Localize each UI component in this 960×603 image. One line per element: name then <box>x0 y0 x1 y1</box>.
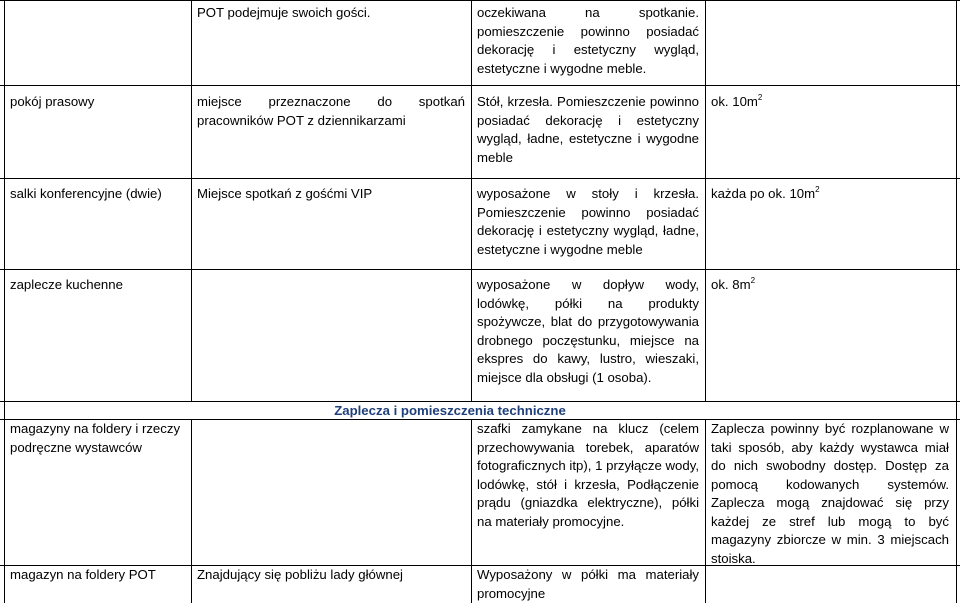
row0-function: POT podejmuje swoich gości. <box>197 5 371 20</box>
row3-area: ok. $8m^2$ <box>711 275 756 292</box>
row1-area: ok. $10m^2$ <box>711 92 763 109</box>
row1-requirements: Stół, krzesła. Pomieszczenie powinno posiadać dekorację i estetyczny wygląd, ładne, estetyczne i wygodne meble <box>477 94 699 165</box>
row-divider <box>0 269 960 270</box>
row2-requirements: wyposażone w stoły i krzesła. Pomieszczenie powinno posiadać dekorację i estetyczny wygląd, ładne, estetyczne i wygodne meble <box>477 186 699 257</box>
row-divider <box>0 178 960 179</box>
row5-function: Znajdujący się pobliżu lady głównej <box>197 567 403 582</box>
column-divider <box>471 0 472 401</box>
row3-room: zaplecze kuchenne <box>10 277 123 292</box>
row4-note: Zaplecza powinny być rozplanowane w taki sposób, aby każdy wystawca miał do nich swobodny dostęp. Dostęp za pomocą kodowanych systemów. Zaplecza mogą znajdować się przy każdej ze stref lub mogą to być magazyny zbiorcze w min. 3 miejscach stoiska. <box>711 421 949 566</box>
row2-room: salki konferencyjne (dwie) <box>10 186 162 201</box>
section-title: Zaplecza i pomieszczenia techniczne <box>334 403 566 418</box>
row1-function: miejsce przeznaczone do spotkań pracowników POT z dziennikarzami <box>197 94 465 128</box>
row0-requirements: oczekiwana na spotkanie. pomieszczenie powinno posiadać dekorację i estetyczny wygląd, estetyczne i wygodne meble. <box>477 5 699 76</box>
row2-function: Miejsce spotkań z gośćmi VIP <box>197 186 373 201</box>
row-divider <box>0 85 960 86</box>
row1-room: pokój prasowy <box>10 94 95 109</box>
column-divider <box>191 0 192 401</box>
table-border-top <box>0 0 960 1</box>
row2-area: każda po ok. $10m^2$ <box>711 184 820 201</box>
column-divider <box>4 0 5 603</box>
column-divider <box>956 0 957 603</box>
column-divider <box>191 419 192 603</box>
row4-room: magazyny na foldery i rzeczy podręczne wystawców <box>10 421 181 455</box>
row5-room: magazyn na foldery POT <box>10 567 156 582</box>
column-divider <box>471 419 472 603</box>
row5-requirements: Wyposażony w półki ma materiały promocyjne <box>477 567 699 601</box>
column-divider <box>705 0 706 401</box>
column-divider <box>705 419 706 603</box>
row3-requirements: wyposażone w dopływ wody, lodówkę, półki na produkty spożywcze, blat do przygotowywania drobnego poczęstunku, miejsce na ekspres do kawy, lustro, wieszaki, miejsce dla obsługi (1 osoba). <box>477 277 699 385</box>
row4-requirements: szafki zamykane na klucz (celem przechowywania torebek, aparatów fotograficznych itp), 1 przyłącze wody, lodówkę, stół i krzesła, Podłączenie prądu (gniazdka elektryczne), półki na materiały promocyjne. <box>477 421 699 529</box>
